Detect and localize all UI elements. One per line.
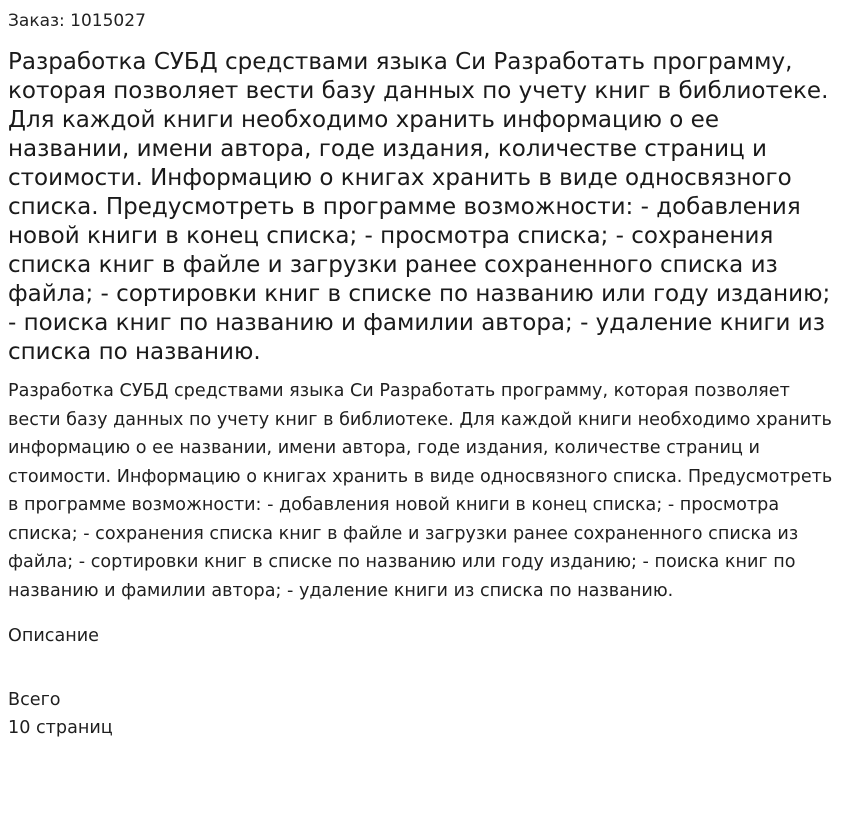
total-pages: 10 страниц bbox=[8, 718, 113, 738]
description-label: Описание bbox=[8, 626, 100, 646]
order-description-text: Разработка СУБД средствами языка Си Разработать программу, которая позволяет вести базу данных по учету книг в библиотеке. Для каждой книги необходимо хранить информацию о ее названии, имени автора, годе издания, количестве страниц и стоимости. Информацию о книгах хранить в виде односвязного списка. Предусмотреть в программе возможности: - добавления новой книги в конец списка; - просмотра списка; - сохранения списка книг в файле и загрузки ранее сохраненного списка из файла; - сортировки книг в списке по названию или году изданию; - поиска книг по названию и фамилии автора; - удаление книги из списка по названию. bbox=[8, 381, 833, 601]
total-block bbox=[8, 686, 838, 742]
total-label: Всего bbox=[8, 690, 61, 710]
order-page bbox=[8, 0, 838, 742]
order-title: Разработка СУБД средствами языка Си Разработать программу, которая позволяет вести базу данных по учету книг в библиотеке. Для каждой книги необходимо хранить информацию о ее названии, имени автора, годе издания, количестве страниц и стоимости. Информацию о книгах хранить в виде односвязного списка. Предусмотреть в программе возможности: - добавления новой книги в конец списка; - просмотра списка; - сохранения списка книг в файле и загрузки ранее сохраненного списка из файла; - сортировки книг в списке по названию или году изданию; - поиска книг по названию и фамилии автора; - удаление книги из списка по названию. bbox=[8, 49, 831, 365]
order-number: Заказ: 1015027 bbox=[8, 11, 146, 31]
